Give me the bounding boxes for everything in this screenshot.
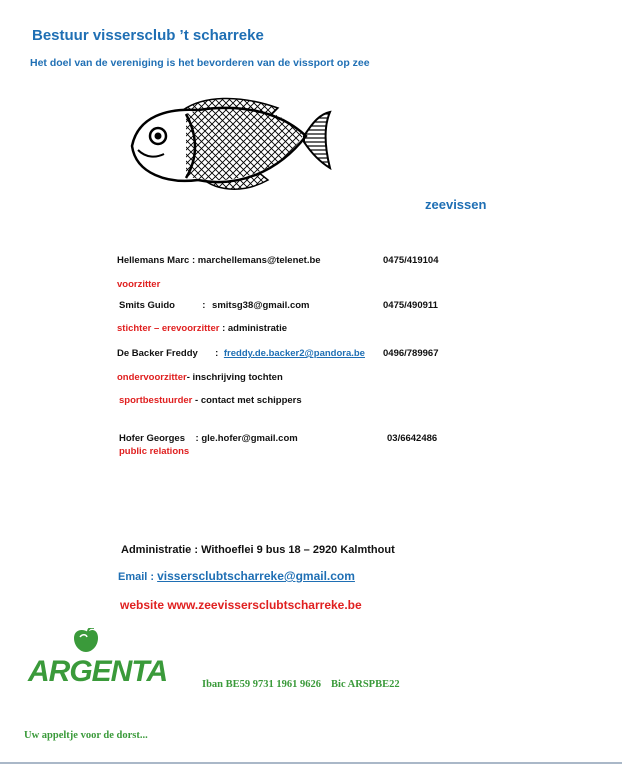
fish-icon: [128, 96, 333, 201]
member-smits-role-line: [117, 323, 287, 334]
member-smits-name: Smits Guido: [119, 300, 175, 311]
member-sportbestuurder-task: - contact met schippers: [192, 395, 302, 406]
website-link[interactable]: website www.zeevissersclubtscharreke.be: [120, 598, 362, 612]
member-debacker-sep: :: [215, 348, 219, 359]
member-sportbestuurder-role: sportbestuurder: [119, 395, 193, 406]
member-debacker-email-link[interactable]: freddy.de.backer2@pandora.be: [223, 348, 365, 359]
member-smits-role: stichter – erevoorzitter: [117, 323, 220, 334]
member-hofer: Hofer Georges : gle.hofer@gmail.com: [119, 433, 298, 444]
argenta-logo-text: ARGENTA: [28, 655, 168, 688]
member-smits-phone: 0475/490911: [383, 300, 438, 311]
email-label: Email :: [118, 571, 158, 583]
member-sportbestuurder-line: [119, 395, 302, 406]
member-debacker-name: De Backer Freddy: [117, 348, 198, 359]
tagline-zeevissen: zeevissen: [425, 197, 487, 212]
bic-text: Bic ARSPBE22: [331, 679, 400, 690]
email-line: [118, 569, 355, 583]
iban-text: Iban BE59 9731 1961 9626: [202, 679, 322, 690]
email-link[interactable]: vissersclubtscharreke@gmail.com: [157, 569, 355, 583]
page-title: Bestuur vissersclub ’t scharreke: [32, 27, 264, 44]
member-hellemans: Hellemans Marc : marchellemans@telenet.be: [117, 255, 321, 266]
member-hofer-phone: 03/6642486: [387, 433, 438, 444]
member-debacker-task: - inschrijving tochten: [186, 372, 283, 383]
member-smits-sep: :: [202, 300, 206, 311]
member-hellemans-phone: 0475/419104: [383, 255, 439, 266]
bank-details: [202, 679, 400, 690]
member-debacker-role: ondervoorzitter: [117, 372, 187, 383]
member-smits-task: : administratie: [219, 323, 288, 334]
member-smits-email: smitsg38@gmail.com: [212, 300, 310, 311]
page-subtitle: Het doel van de vereniging is het bevorderen van de vissport op zee: [30, 57, 370, 69]
member-smits: [119, 300, 309, 311]
admin-address: Administratie : Withoeflei 9 bus 18 – 2920 Kalmthout: [121, 544, 395, 556]
member-hellemans-role: voorzitter: [117, 279, 161, 290]
member-debacker-phone: 0496/789967: [383, 348, 439, 359]
member-debacker-role-line: [117, 372, 283, 383]
bottom-divider: [0, 762, 622, 764]
member-hofer-role: public relations: [119, 446, 190, 457]
member-debacker: [117, 348, 365, 359]
slogan: Uw appeltje voor de dorst...: [24, 730, 148, 741]
